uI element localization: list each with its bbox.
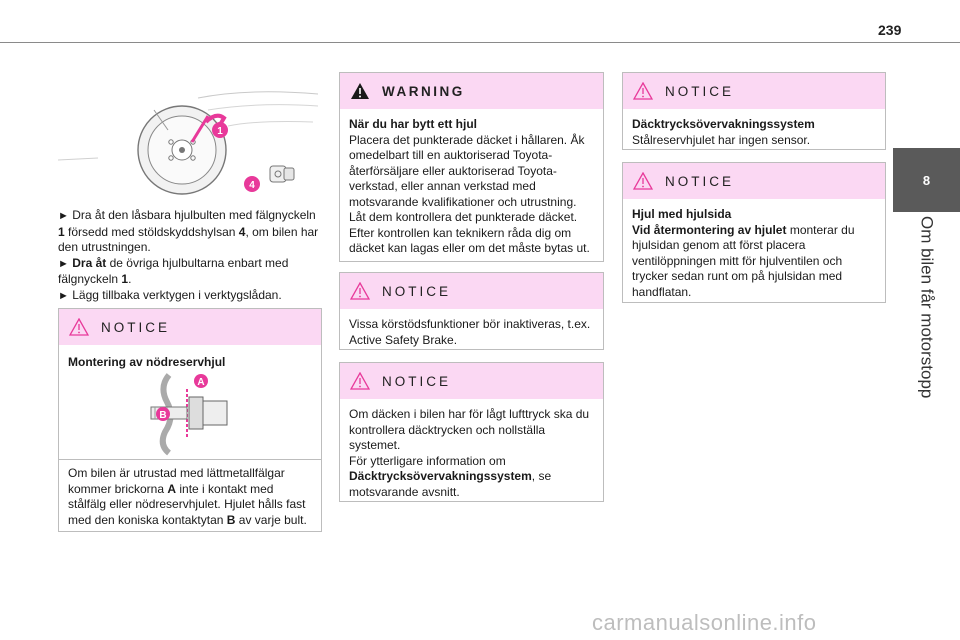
warning-triangle-icon	[350, 82, 370, 100]
notice-triangle-icon	[350, 372, 370, 390]
notice-divider	[59, 459, 321, 460]
notice-box-driver-assist	[339, 272, 604, 350]
header-divider	[0, 42, 960, 43]
watermark: carmanualsonline.info	[592, 610, 817, 635]
page-number: 239	[878, 22, 902, 38]
notice-header	[340, 363, 603, 399]
notice-header	[623, 163, 885, 199]
warning-header	[340, 73, 603, 109]
notice-subtitle: Hjul med hjulsida	[632, 207, 732, 221]
arrow-bullet-icon: ►	[58, 210, 69, 222]
notice-subtitle: Montering av nödreservhjul	[68, 355, 226, 369]
notice-title: NOTICE	[382, 283, 452, 299]
chapter-tab[interactable]	[893, 212, 960, 402]
notice-triangle-icon	[69, 318, 89, 336]
arrow-bullet-icon: ►	[58, 289, 69, 302]
notice-triangle-icon	[633, 172, 653, 190]
warning-title: WARNING	[382, 83, 465, 99]
callout-1-label: 1	[217, 126, 223, 137]
notice-header	[340, 273, 603, 309]
wheel-illustration	[58, 80, 320, 196]
notice-box-spare-wheel	[58, 308, 322, 532]
instruction-1: ► Dra åt den låsbara hjulbulten med fälgnyckeln 1 försedd med stöldskyddshylsan 4, om bilen har den utrustningen.	[58, 208, 319, 254]
reference-link[interactable]: Däcktrycksövervakningssystem	[349, 469, 532, 483]
callout-b-label: B	[159, 410, 167, 421]
warning-box	[339, 72, 604, 262]
chapter-tab-title: Om bilen får motorstopp	[917, 215, 937, 399]
callout-4-label: 4	[249, 180, 255, 191]
notice-box-hubcap	[622, 162, 886, 303]
instructions	[58, 208, 320, 304]
notice-box-tpms	[622, 72, 886, 150]
warning-subtitle: När du har bytt ett hjul	[349, 117, 478, 131]
notice-text: Stålreservhjulet har ingen sensor.	[632, 132, 811, 147]
instruction-3: ► Lägg tillbaka verktygen i verktygslådan.	[58, 287, 282, 302]
notice-title: NOTICE	[665, 173, 735, 189]
notice-triangle-icon	[633, 82, 653, 100]
instruction-2: ► Dra åt de övriga hjulbultarna enbart med fälgnyckeln 1.	[58, 255, 289, 286]
warning-text: Placera det punkterade däcket i hållaren. Åk omedelbart till en auktoriserad Toyota-återförsäljare eller auktoriserad Toyota-verkstad, eller annan verkstad med motsvarande kvalifikationer och utrustning. Låt dem kontrollera det punkterade däcket. Efter kontrollen kan teknikern råda dig om däcket kan lagas eller om det måste bytas ut.	[349, 132, 590, 255]
notice-title: NOTICE	[382, 373, 452, 389]
notice-text: Om däcken i bilen har för lågt lufttryck ska du kontrollera däcktrycken och nollställa systemet.	[349, 407, 590, 452]
notice-triangle-icon	[350, 282, 370, 300]
notice-title: NOTICE	[101, 319, 171, 335]
notice-box-tyre-pressure	[339, 362, 604, 502]
arrow-bullet-icon: ►	[58, 257, 69, 270]
wheel-bolt-illustration	[129, 367, 249, 457]
notice-header	[59, 309, 321, 345]
notice-reference: För ytterligare information om Däcktrycksövervakningssystem, se motsvarande avsnitt.	[349, 453, 552, 499]
notice-text: Om bilen är utrustad med lättmetallfälgar kommer brickorna A inte i kontakt med stålfälg eller nödreservhjulet. Hjulet hålls fast med den koniska kontaktytan B av varje bult.	[68, 466, 307, 527]
callout-a-label: A	[197, 377, 205, 388]
notice-subtitle: Däcktrycksövervakningssystem	[632, 117, 815, 131]
notice-text: Vissa körstödsfunktioner bör inaktiveras, t.ex. Active Safety Brake.	[349, 317, 591, 347]
chapter-tab-number[interactable]: 8	[893, 148, 960, 212]
notice-text: Vid återmontering av hjulet monterar du hjulsidan genom att först placera ventilöppningen mitt för hjulventilen och trycker sedan runt om på hjulsidan med handflatan.	[632, 222, 855, 299]
notice-header	[623, 73, 885, 109]
notice-title: NOTICE	[665, 83, 735, 99]
